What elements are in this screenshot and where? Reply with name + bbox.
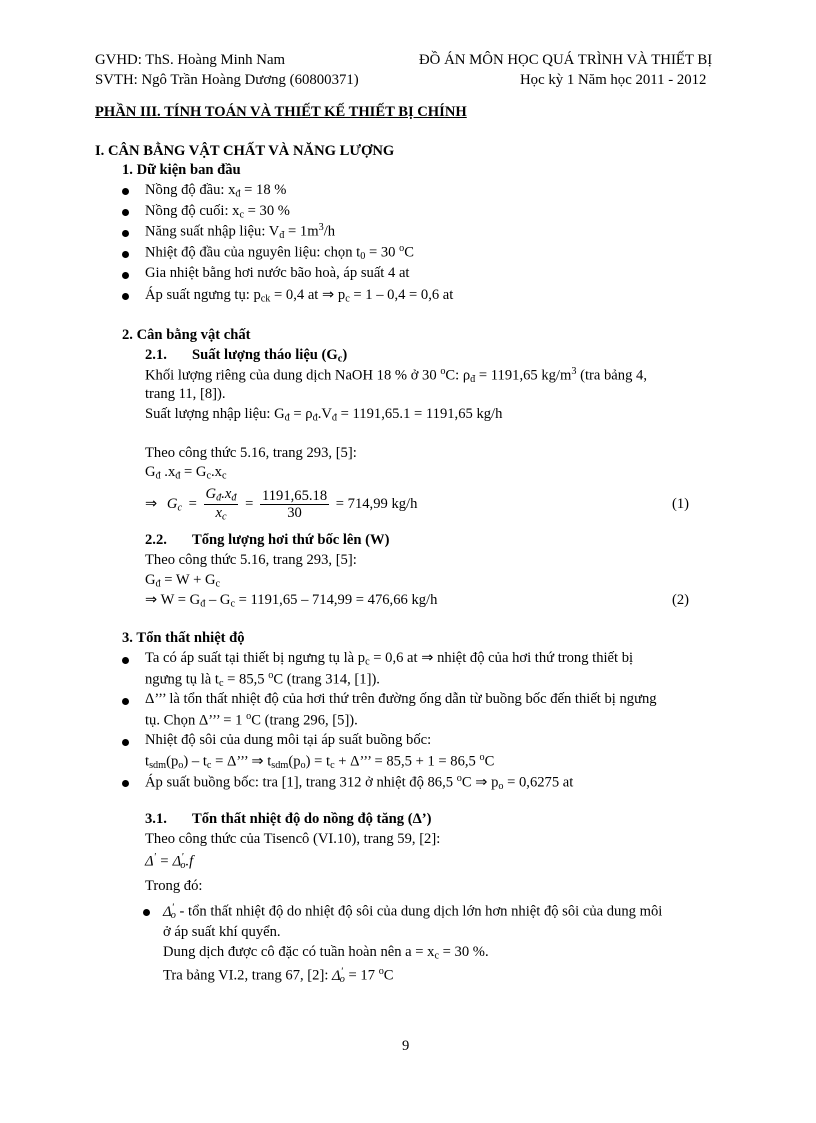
pipe-loss-line2: tụ. Chọn Δ’’’ = 1 $^o$C (trang 296, [5]). <box>145 711 358 729</box>
header-semester: Học kỳ 1 Năm học 2011 - 2012 <box>520 72 707 88</box>
section-title: I. CÂN BẰNG VẬT CHẤT VÀ NĂNG LƯỢNG <box>95 143 395 159</box>
where-label: Trong đó: <box>145 878 203 894</box>
bullet-icon <box>122 251 129 258</box>
density-line: Khối lượng riêng của dung dịch NaOH 18 % ở 30 $^o$C: $\rho_đ = 1191,65$ $kg/m^3$ (tra bảng 4, <box>145 366 647 386</box>
delta0-definition-line1: $\Delta'_o$ - tổn thất nhiệt độ do nhiệt độ sôi của dung dịch lớn hơn nhiệt độ sôi của dung môi <box>163 902 663 922</box>
subsection-2-1-number: 2.1. <box>145 347 167 363</box>
subsection-2-2-title: Tổng lượng hơi thứ bốc lên (W) <box>192 532 390 548</box>
boiling-point-line1: Nhiệt độ sôi của dung môi tại áp suất buồng bốc: <box>145 732 432 748</box>
subsection-1-title: 1. Dữ kiện ban đầu <box>122 162 241 178</box>
gc-formula: ⇒ $G_c$ = $\frac{G_đ.x_đ}{x_c}$ = $\frac{1191,65.18}{30}$ = 714,99 kg/h <box>145 486 418 523</box>
vapor-result: ⇒ $W = G_đ - G_c = 1191,65 - 714,99 = 476,66$ kg/h <box>145 592 438 610</box>
heating-steam: Gia nhiệt bằng hơi nước bão hoà, áp suất 4 at <box>145 265 410 281</box>
feed-mass-rate: Suất lượng nhập liệu: $G_đ = \rho_đ.V_đ = 1191,65.1 = 1191,65$ kg/h <box>145 406 503 424</box>
balance-equation: $G_đ$ $.x_đ = G_c.x_c$ <box>145 464 227 482</box>
subsection-3-1-title: Tổn thất nhiệt độ do nồng độ tăng (Δ’) <box>192 811 432 827</box>
bullet-icon <box>122 780 129 787</box>
density-reference: trang 11, [8]). <box>145 386 226 402</box>
equation-number-1: (1) <box>672 496 690 512</box>
chamber-pressure: Áp suất buồng bốc: tra [1], trang 312 ở nhiệt độ 86,5 $^o$C ⇒ $p_o = 0,6275$ at <box>145 773 574 793</box>
bullet-icon <box>122 698 129 705</box>
bullet-icon <box>122 188 129 195</box>
final-concentration: Nồng độ cuối: $x_c = 30$ % <box>145 203 290 221</box>
header-instructor: GVHD: ThS. Hoàng Minh Nam <box>95 52 286 68</box>
tisenco-reference: Theo công thức của Tisencô (VI.10), trang 59, [2]: <box>145 831 441 847</box>
header-student: SVTH: Ngô Trần Hoàng Dương (60800371) <box>95 72 359 88</box>
condenser-temp-line2: ngưng tụ là $t_c = 85,5$ $^o$C (trang 314, [1]). <box>145 670 380 690</box>
bullet-icon <box>122 209 129 216</box>
bullet-icon <box>143 909 150 916</box>
bullet-icon <box>122 272 129 279</box>
pipe-loss-line1: Δ’’’ là tổn thất nhiệt độ của hơi thứ trên đường ống dẫn từ buồng bốc đến thiết bị ngưng <box>145 691 657 707</box>
formula-reference-2: Theo công thức 5.16, trang 293, [5]: <box>145 552 357 568</box>
table-lookup: Tra bảng VI.2, trang 67, [2]: $\Delta'_o = 17$ $^o$C <box>163 966 394 986</box>
initial-concentration: Nồng độ đầu: $x_đ = 18$ % <box>145 182 287 200</box>
subsection-2-2-number: 2.2. <box>145 532 167 548</box>
subsection-3-title: 3. Tổn thất nhiệt độ <box>122 630 245 646</box>
bullet-icon <box>122 230 129 237</box>
delta0-definition-line2: ở áp suất khí quyển. <box>163 924 281 940</box>
solution-concentration: Dung dịch được cô đặc có tuần hoàn nên $a = x_c = 30$ %. <box>163 944 489 962</box>
condenser-pressure: Áp suất ngưng tụ: $p_{ck} = 0,4$ at ⇒ $p_c = 1 - 0,4 = 0,6$ at <box>145 287 454 305</box>
equation-number-2: (2) <box>672 592 690 608</box>
bullet-icon <box>122 739 129 746</box>
header-course: ĐỒ ÁN MÔN HỌC QUÁ TRÌNH VÀ THIẾT BỊ <box>419 52 713 68</box>
subsection-2-1-title: Suất lượng tháo liệu $(G_c)$ <box>192 347 348 365</box>
formula-reference: Theo công thức 5.16, trang 293, [5]: <box>145 445 357 461</box>
page-number: 9 <box>402 1038 410 1054</box>
bullet-icon <box>122 293 129 300</box>
feed-rate: Năng suất nhập liệu: $V_đ = 1m^3/h$ <box>145 222 336 242</box>
delta-formula: $\Delta' = \Delta'_o.f$ <box>145 852 194 872</box>
initial-temperature: Nhiệt độ đầu của nguyên liệu: chọn $t_0 = 30$ $^o$C <box>145 243 414 263</box>
part-title: PHẦN III. TÍNH TOÁN VÀ THIẾT KẾ THIẾT BỊ CHÍNH <box>95 104 467 120</box>
boiling-point-line2: $t_{sdm}(p_o) - t_c = \Delta$’’’ ⇒ $t_{sdm}(p_o) = t_c + \Delta$’’’ = 85,5 + 1 = 86,5 $^o$C <box>145 752 495 772</box>
subsection-3-1-number: 3.1. <box>145 811 167 827</box>
condenser-temp-line1: Ta có áp suất tại thiết bị ngưng tụ là $p_c = 0,6$ at ⇒ nhiệt độ của hơi thứ trong thiết bị <box>145 650 634 668</box>
subsection-2-title: 2. Cân bằng vật chất <box>122 327 251 343</box>
vapor-balance: $G_đ = W + G_c$ <box>145 572 221 590</box>
bullet-icon <box>122 657 129 664</box>
